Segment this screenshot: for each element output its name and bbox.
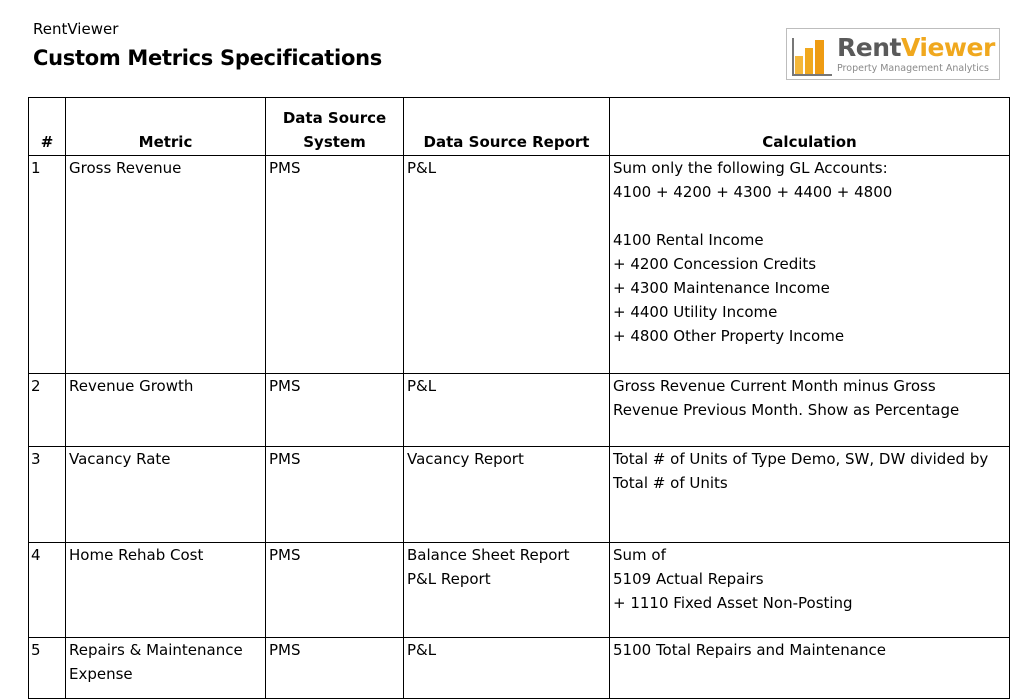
row-system: PMS xyxy=(266,638,404,699)
row-calculation: Sum only the following GL Accounts: 4100 + 4200 + 4300 + 4400 + 4800 4100 Rental Income + 4200 Concession Credits + 4300 Maintenance Income + 4400 Utility Income + 4800 Other Property Income xyxy=(610,156,1010,374)
table-row xyxy=(29,638,1010,699)
col-header-num: # xyxy=(29,98,66,156)
row-system: PMS xyxy=(266,543,404,638)
table-row xyxy=(29,447,1010,543)
row-calculation: Gross Revenue Current Month minus Gross Revenue Previous Month. Show as Percentage xyxy=(610,374,1010,447)
table-row xyxy=(29,543,1010,638)
row-metric: Gross Revenue xyxy=(66,156,266,374)
metrics-table xyxy=(28,97,1010,699)
col-header-report: Data Source Report xyxy=(404,98,610,156)
row-calculation: Total # of Units of Type Demo, SW, DW divided by Total # of Units xyxy=(610,447,1010,543)
page-title: Custom Metrics Specifications xyxy=(33,46,382,70)
row-report: P&L xyxy=(404,156,610,374)
logo-wordmark: RentViewer xyxy=(837,33,995,62)
row-calculation: Sum of 5109 Actual Repairs + 1110 Fixed Asset Non-Posting xyxy=(610,543,1010,638)
row-num: 1 xyxy=(29,156,66,374)
row-report: P&L xyxy=(404,638,610,699)
table-header-row xyxy=(29,98,1010,156)
table-row xyxy=(29,156,1010,374)
row-metric: Vacancy Rate xyxy=(66,447,266,543)
row-report: P&L xyxy=(404,374,610,447)
col-header-calculation: Calculation xyxy=(610,98,1010,156)
rentviewer-logo xyxy=(786,28,1000,80)
row-report: Balance Sheet Report P&L Report xyxy=(404,543,610,638)
app-name: RentViewer xyxy=(33,20,119,38)
row-system: PMS xyxy=(266,156,404,374)
row-num: 4 xyxy=(29,543,66,638)
row-system: PMS xyxy=(266,374,404,447)
bar-chart-logo-icon xyxy=(795,36,835,74)
row-metric: Revenue Growth xyxy=(66,374,266,447)
row-metric: Repairs & Maintenance Expense xyxy=(66,638,266,699)
row-num: 2 xyxy=(29,374,66,447)
row-system: PMS xyxy=(266,447,404,543)
row-metric: Home Rehab Cost xyxy=(66,543,266,638)
row-calculation: 5100 Total Repairs and Maintenance xyxy=(610,638,1010,699)
col-header-metric: Metric xyxy=(66,98,266,156)
table-row xyxy=(29,374,1010,447)
row-num: 3 xyxy=(29,447,66,543)
row-report: Vacancy Report xyxy=(404,447,610,543)
logo-tagline: Property Management Analytics xyxy=(837,63,989,74)
row-num: 5 xyxy=(29,638,66,699)
col-header-system: Data Source System xyxy=(266,98,404,156)
